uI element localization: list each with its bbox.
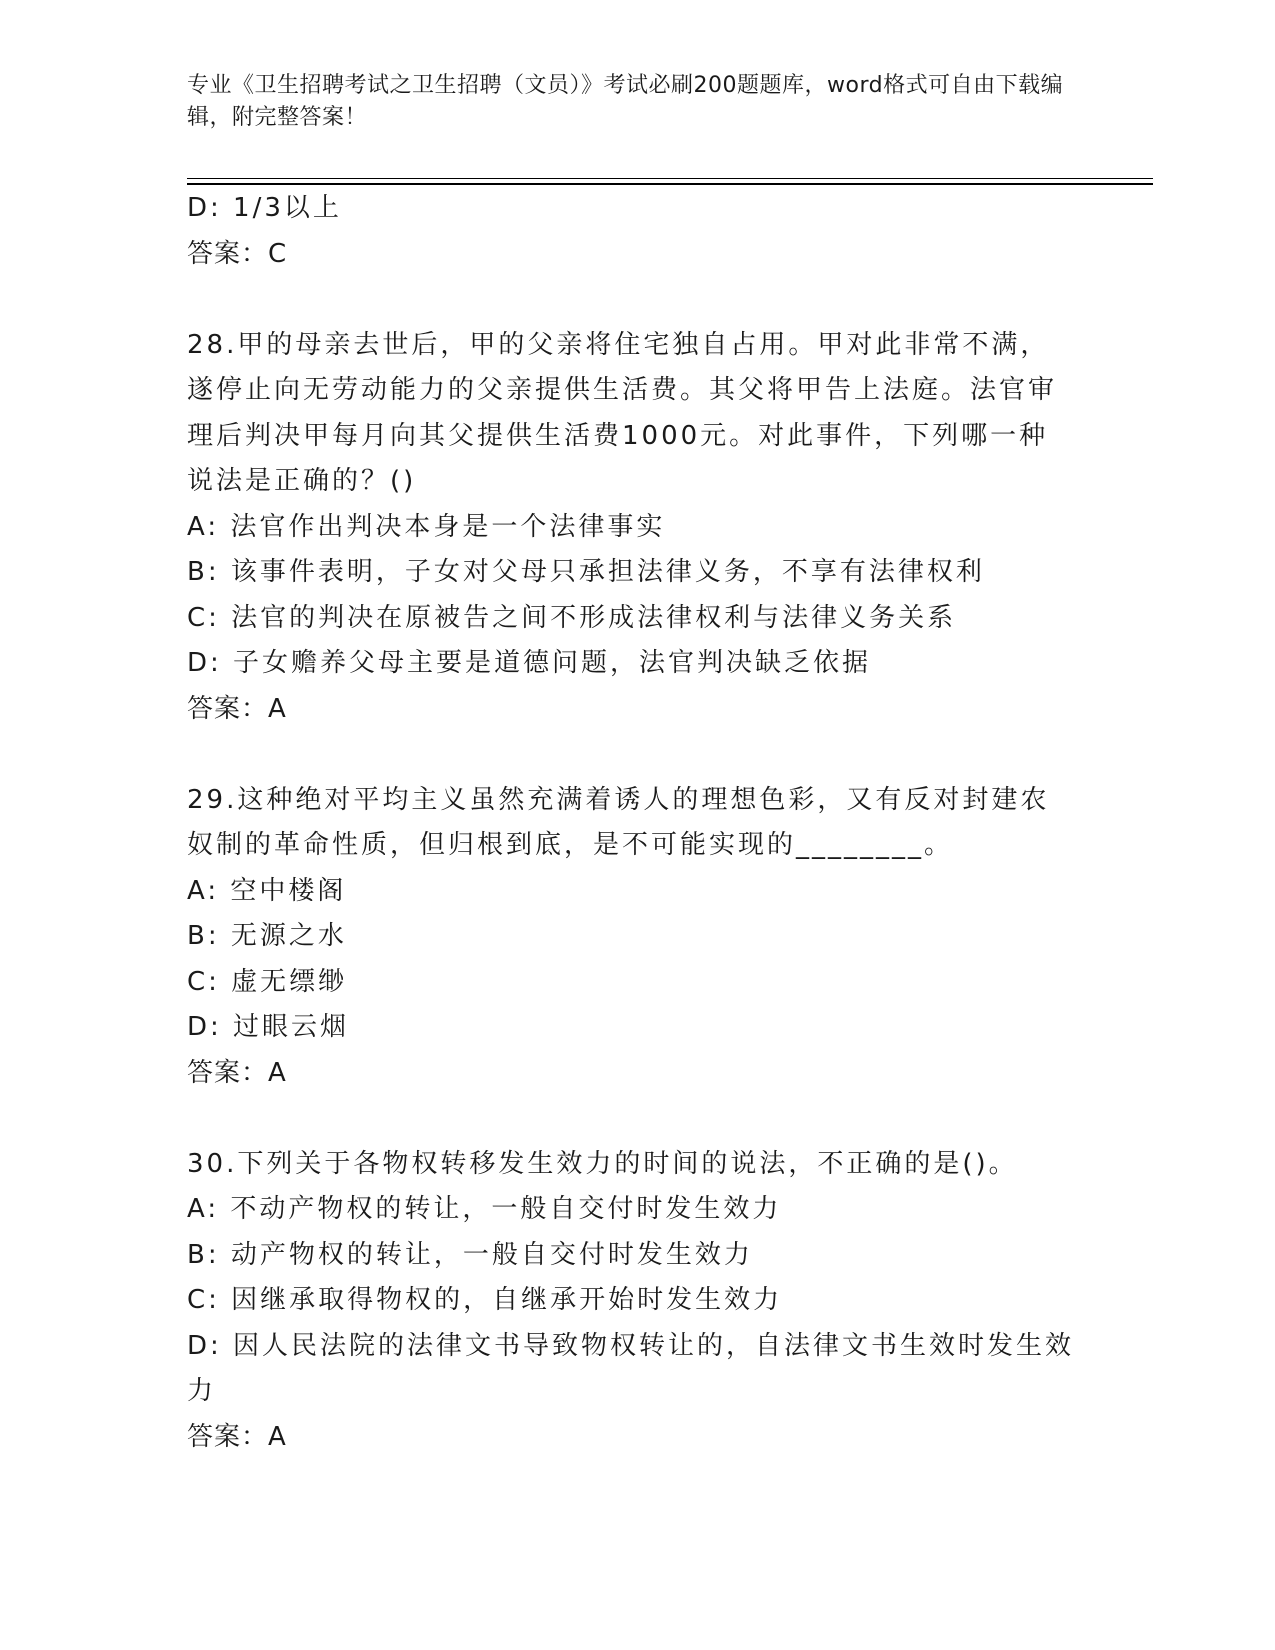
question-stem: 28.甲的母亲去世后，甲的父亲将住宅独自占用。甲对此非常不满，遂停止向无劳动能力的父亲提供生活费。其父将甲告上法庭。法官审理后判决甲每月向其父提供生活费1000元。对此事件，下列哪一种说法是正确的？() bbox=[187, 329, 1058, 496]
option-b: B: 无源之水 bbox=[187, 921, 347, 951]
header-divider-thick bbox=[187, 183, 1153, 185]
option-c: C: 因继承取得物权的，自继承开始时发生效力 bbox=[187, 1285, 783, 1315]
option-c: C: 虚无缥缈 bbox=[187, 966, 348, 997]
option-d: D: 因人民法院的法律文书导致物权转让的，自法律文书生效时发生效力 bbox=[187, 1330, 1075, 1406]
option-d: D: 子女赡养父母主要是道德问题，法官判决缺乏依据 bbox=[187, 648, 872, 678]
answer-continued: 答案：C bbox=[187, 238, 288, 269]
option-d-continued: D: 1/3以上 bbox=[187, 193, 342, 223]
answer: 答案：A bbox=[187, 1421, 287, 1452]
question-stem: 29.这种绝对平均主义虽然充满着诱人的理想色彩，又有反对封建农奴制的革命性质，但归根到底，是不可能实现的________。 bbox=[187, 784, 1050, 860]
option-b: B: 动产物权的转让，一般自交付时发生效力 bbox=[187, 1239, 753, 1270]
question-29 bbox=[187, 778, 1077, 1097]
header-title: 专业《卫生招聘考试之卫生招聘（文员）》考试必刷200题题库，word格式可自由下载编辑，附完整答案！ bbox=[187, 73, 1064, 130]
option-c: C: 法官的判决在原被告之间不形成法律权利与法律义务关系 bbox=[187, 602, 957, 633]
option-a: A: 空中楼阁 bbox=[187, 875, 347, 906]
question-30 bbox=[187, 1142, 1077, 1461]
option-a: A: 不动产物权的转让，一般自交付时发生效力 bbox=[187, 1194, 782, 1224]
question-28 bbox=[187, 323, 1077, 733]
header-divider-thin bbox=[187, 178, 1153, 179]
option-a: A: 法官作出判决本身是一个法律事实 bbox=[187, 511, 666, 542]
answer: 答案：A bbox=[187, 693, 287, 724]
page-header bbox=[187, 70, 1067, 134]
option-d: D: 过眼云烟 bbox=[187, 1012, 350, 1042]
document-body bbox=[187, 186, 1077, 1460]
option-b: B: 该事件表明，子女对父母只承担法律义务，不享有法律权利 bbox=[187, 557, 985, 587]
question-stem: 30.下列关于各物权转移发生效力的时间的说法，不正确的是()。 bbox=[187, 1148, 1018, 1179]
answer: 答案：A bbox=[187, 1057, 287, 1088]
